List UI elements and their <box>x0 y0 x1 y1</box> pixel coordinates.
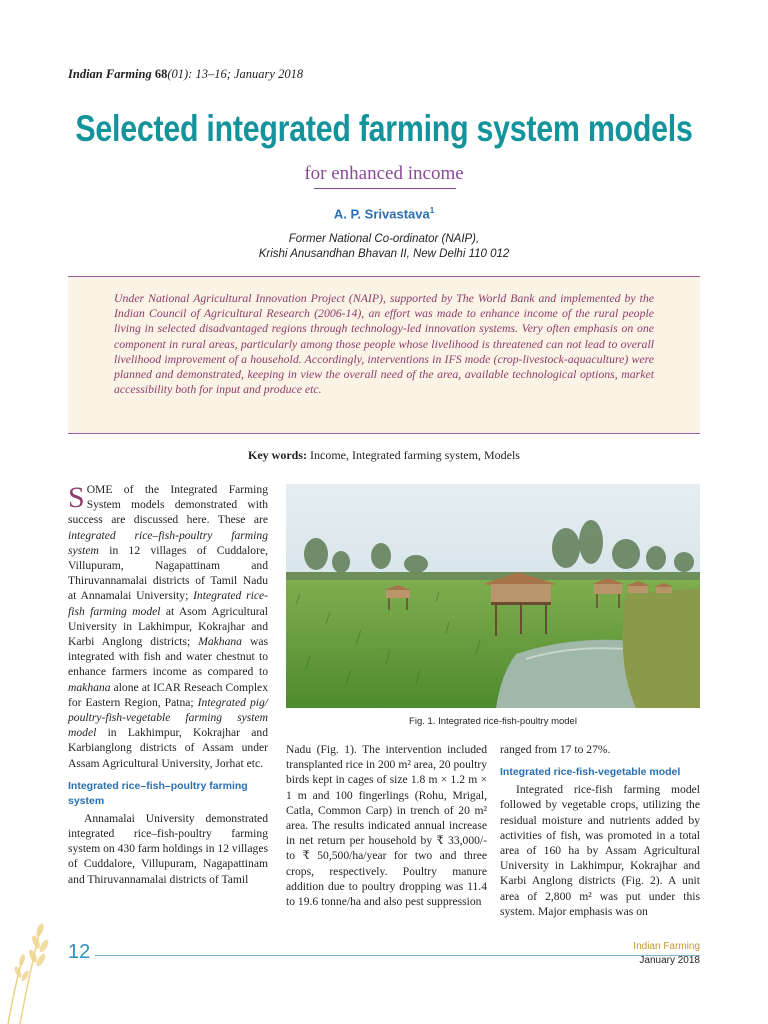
article-subtitle: for enhanced income <box>304 163 464 184</box>
intro-text-1: OME of the Integrated Farming System models demonstrated with success are discussed here. These are <box>68 483 268 527</box>
abstract-box <box>68 276 700 434</box>
intro-text-6: in Lakhimpur, Kokrajhar and Karbianglong districts of Assam under Assam Agricultural University, Jorhat etc. <box>68 726 268 770</box>
intro-em-3: Makhana <box>198 635 242 649</box>
intro-text-5: alone at ICAR Reseach Complex for Eastern Region, Patna; <box>68 680 268 709</box>
section1-paragraph-start: Annamalai University demonstrated integrated rice–fish-poultry farming system on 430 farm holdings in 12 villages of Cuddalore, Villupuram, Nagapattinam and Thiruvannamalai districts of Tamil <box>68 811 268 886</box>
footer-date: January 2018 <box>639 955 700 966</box>
intro-text-3: at Asom Agricultural University in Lakhimpur, Kokrajhar and Karbi Anglong districts; <box>68 604 268 649</box>
section2-paragraph: Integrated rice-fish farming model followed by vegetable crops, utilizing the residual moisture and nutrients added by activities of fish, was promoted in a total area of 160 ha by Assam Agricultural University in Lakhimpur, Kokrajhar and Karbi Anglong districts (Fig. 2). A unit area of 2,800 m² was put under this system. Major emphasis was on <box>500 783 700 918</box>
author-name-text: A. P. Srivastava <box>333 206 430 222</box>
footer-journal-name: Indian Farming <box>633 941 700 952</box>
section-heading-rice-fish-vegetable: Integrated rice-fish-vegetable model <box>500 766 681 779</box>
keywords-label: Key words: <box>248 448 308 462</box>
page-number: 12 <box>68 941 91 963</box>
author-affiliation-line1: Former National Co-ordinator (NAIP), <box>288 233 480 245</box>
journal-name: Indian Farming <box>68 67 152 81</box>
intro-em-4: makhana <box>68 680 111 694</box>
column-right <box>500 742 700 919</box>
figure-1-photo <box>286 484 700 708</box>
journal-volume: 68 <box>154 67 168 81</box>
section1-paragraph-continued: Nadu (Fig. 1). The intervention included transplanted rice in 200 m² area, 20 poultry birds kept in cages of size 1.8 m × 1.2 m × 1 m and 100 fingerlings (Rohu, Mrigal, Catla, Common Carp) in trench of 20 m² area. The results indicated annual increase in net return per household by ₹ 33,000/- to ₹ 50,500/ha/year for two and three crops, respectively. Poultry manure addition due to poultry dropping was 11.4 to 19.6 tonne/ha and also pest suppression <box>286 743 487 909</box>
abstract-text: Under National Agricultural Innovation Project (NAIP), supported by The World Bank and implemented by the Indian Council of Agricultural Research (2006-14), an effort was made to enhance income of the rural people living in selected disadvantaged regions through technology-led innovation systems. Very often emphasis on one component in rural areas, particularly among those people whose livelihood is threatened can not lead to overall livelihood improvement of a household. Accordingly, interventions in IFS mode (crop-livestock-aquaculture) were planned and demonstrated, keeping in view the overall need of the area, available technological options, market accessibility both for input and produce etc. <box>114 291 654 397</box>
author-name <box>0 206 768 221</box>
intro-text-2: in 12 villages of Cuddalore, Villupuram, Nagapattinam and Thiruvannamalai districts of Tamil Nadu at Annamalai University; <box>68 543 268 603</box>
keywords-text: Income, Integrated farming system, Models <box>310 448 520 462</box>
column-left <box>68 482 268 887</box>
intro-em-5: Integrated pig/ poultry-fish-vegetable farming system model <box>68 695 269 740</box>
subtitle-underline <box>314 188 456 189</box>
article-title: Selected integrated farming system models <box>75 108 693 149</box>
intro-text-4: was integrated with fish and water chestnut to enhance farmers income as compared to <box>68 635 268 679</box>
keywords <box>0 448 768 463</box>
intro-em-1: integrated rice–fish-poultry farming system <box>68 528 268 557</box>
wheat-decoration-icon <box>0 890 70 1024</box>
intro-paragraph <box>68 482 268 771</box>
section-heading-rice-fish-poultry: Integrated rice–fish–poultry farming system <box>68 779 248 807</box>
intro-em-2: Integrated rice-fish farming model <box>68 589 269 618</box>
footer-divider <box>95 955 700 956</box>
rice-field-illustration <box>286 484 700 708</box>
column-middle <box>286 742 487 909</box>
drop-cap: S <box>68 481 85 514</box>
figure-1-caption: Fig. 1. Integrated rice-fish-poultry model <box>409 716 577 727</box>
section1-paragraph-end: ranged from 17 to 27%. <box>500 743 611 756</box>
journal-citation <box>68 67 303 82</box>
author-affiliation-line2: Krishi Anusandhan Bhavan II, New Delhi 110 012 <box>258 248 510 260</box>
journal-citation-rest: (01): 13–16; January 2018 <box>167 67 304 81</box>
author-footnote-mark: 1 <box>429 206 435 215</box>
